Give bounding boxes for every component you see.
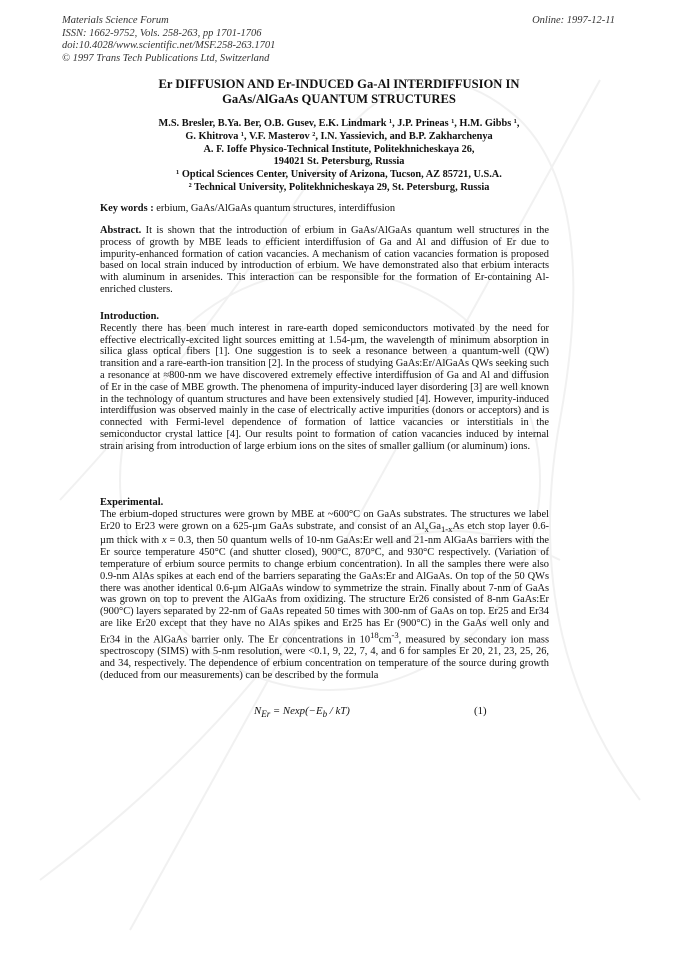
x-variable: x bbox=[161, 535, 167, 547]
experimental-text-2: = 0.3, then 50 quantum wells of 10-nm GaAs:Er well and 21-nm AlGaAs barriers with the Er source temperature 450°C (and shutter closed), 900°C, 870°C, and 930°C respectively. (Variation of temperature of erbium source permits to change erbium concentration). In all the samples there were also 0.9-nm AlAs spikes at each end of the barriers separating the GaAs:Er and AlGaAs. On top of the 50 QWs there was another identical 0.6-µm AlGaAs window to symmetrize the strain. Finally about 7-nm of GaAs was grown on top to prevent the AlGaAs from oxidizing. The structure Er26 consisted of 8-nm GaAs:Er (900°C) layers separated by 22-nm of GaAs repeated 50 times with 300-nm of GaAs on top. Er25 and Er34 are like Er20 except that they have no AlAs spikes and Er25 has Er (900°C) in the GaAs well only and Er34 in the AlGaAs barrier only. The Er concentrations in 10 bbox=[100, 535, 549, 646]
affiliation-3: ¹ Optical Sciences Center, University of Arizona, Tucson, AZ 85721, U.S.A. bbox=[176, 169, 502, 181]
keywords-label: Key words : bbox=[100, 203, 154, 214]
affiliation-2: 194021 St. Petersburg, Russia bbox=[273, 156, 405, 168]
journal-header bbox=[62, 15, 392, 65]
formula-er-sub: Er bbox=[261, 709, 271, 720]
abstract-section bbox=[100, 225, 549, 296]
formula-kt: / kT) bbox=[327, 705, 350, 717]
paper-title bbox=[80, 77, 598, 107]
introduction-text: Recently there has been much interest in rare-earth doped semiconductors motivated by the need for effective electrically-excited light sources emitting at 1.54-µm, the wavelength of minimum absorption in silica glass optical fibers [1]. One suggestion is to seek a resonance between a quantum-well (QW) transition and a rare-earth-ion transition [2]. In the process of studying GaAs:Er/AlGaAs QWs seeking such a resonance at ≈800-nm we have discovered extremely effective interdiffusion of Ga and Al and diffusion of Er in the case of MBE growth. The phenomena of impurity-induced layer disordering [3] are well known in the technology of quantum structures and have been extensively studied [4]. However, impurity-induced interdiffusion was observed mainly in the case of electrically active impurities (donors or acceptors) and is connected with Fermi-level dependence of formation of lattice vacancies or interstitials in the semiconductor crystal lattice [4]. Our results point to formation of cation vacancies induced by internal strain arising from introduction of large erbium ions on the sites of smaller gallium (or aluminum) ions. bbox=[100, 322, 549, 452]
alloy-al: Al bbox=[414, 520, 425, 532]
alloy-ga: Ga bbox=[428, 520, 441, 532]
alloy-post: As etch stop layer 0.6-µm thick with bbox=[100, 520, 549, 547]
experimental-text-1: The erbium-doped structures were grown by MBE at ~600°C on GaAs substrates. The structures we label Er20 to Er23 were grown on a 625-µm GaAs substrate, and consist of an bbox=[100, 508, 549, 532]
author-line-1: M.S. Bresler, B.Ya. Ber, O.B. Gusev, E.K. Lindmark ¹, J.P. Prineas ¹, H.M. Gibbs ¹, bbox=[158, 118, 520, 129]
introduction-section bbox=[100, 311, 549, 453]
copyright-line: © 1997 Trans Tech Publications Ltd, Switzerland bbox=[62, 52, 270, 64]
keywords-section bbox=[100, 203, 549, 215]
experimental-heading: Experimental. bbox=[100, 497, 164, 508]
equation-1 bbox=[254, 705, 350, 719]
title-line-2: GaAs/AlGaAs QUANTUM STRUCTURES bbox=[222, 92, 456, 106]
doi-line: doi:10.4028/www.scientific.net/MSF.258-263.1701 bbox=[62, 40, 276, 51]
unit-cm: cm bbox=[378, 634, 392, 646]
affiliation-1: A. F. Ioffe Physico-Technical Institute, Politekhnicheskaya 26, bbox=[203, 143, 475, 155]
keywords-text: erbium, GaAs/AlGaAs quantum structures, interdiffusion bbox=[156, 203, 396, 214]
alloy-x-sub: x bbox=[424, 523, 429, 534]
introduction-heading: Introduction. bbox=[100, 311, 159, 322]
experimental-section bbox=[100, 497, 549, 682]
journal-name: Materials Science Forum bbox=[62, 15, 169, 26]
alloy-1-x-sub: 1-x bbox=[440, 523, 453, 534]
formula-b-sub: b bbox=[322, 709, 328, 720]
abstract-text: It is shown that the introduction of erbium in GaAs/AlGaAs quantum well structures in the process of growth by MBE leads to efficient interdiffusion of Ga and Al and diffusion of Er due to impurity-enhanced formation of cation vacancies. A mechanism of cation vacancies formation is proposed based on local strain induced by introduction of erbium. We have demonstrated also that erbium interacts with aluminum in arsenides. This interaction can be responsible for the formation of Er-containing Al-enriched clusters. bbox=[100, 225, 549, 295]
alloy-formula bbox=[414, 521, 452, 532]
issn-line: ISSN: 1662-9752, Vols. 258-263, pp 1701-1706 bbox=[62, 27, 262, 39]
online-date: Online: 1997-12-11 bbox=[532, 15, 615, 26]
affiliation-4: ² Technical University, Politekhnicheskaya 29, St. Petersburg, Russia bbox=[188, 181, 490, 193]
title-line-1: Er DIFFUSION AND Er-INDUCED Ga-Al INTERDIFFUSION IN bbox=[158, 77, 520, 91]
author-line-2: G. Khitrova ¹, V.F. Masterov ², I.N. Yassievich, and B.P. Zakharchenya bbox=[185, 130, 493, 142]
equation-number: (1) bbox=[474, 705, 487, 717]
author-block bbox=[90, 118, 588, 195]
exponent-minus-3: -3 bbox=[391, 629, 399, 640]
abstract-label: Abstract. bbox=[100, 225, 142, 236]
experimental-text-3: , measured by secondary ion mass spectroscopy (SIMS) with 5-nm resolution, were <0.1, 9, 22, 7, 4, and 6 for samples Er 20, 21, 23, 25, 26, and 34, respectively. The dependence of erbium concentration on temperature of the source during growth (deduced from our measurements) can be described by the formula bbox=[100, 634, 549, 681]
formula-n: N bbox=[254, 705, 262, 717]
formula-exp: = Nexp(−E bbox=[270, 705, 323, 717]
exponent-18: 18 bbox=[370, 629, 379, 640]
